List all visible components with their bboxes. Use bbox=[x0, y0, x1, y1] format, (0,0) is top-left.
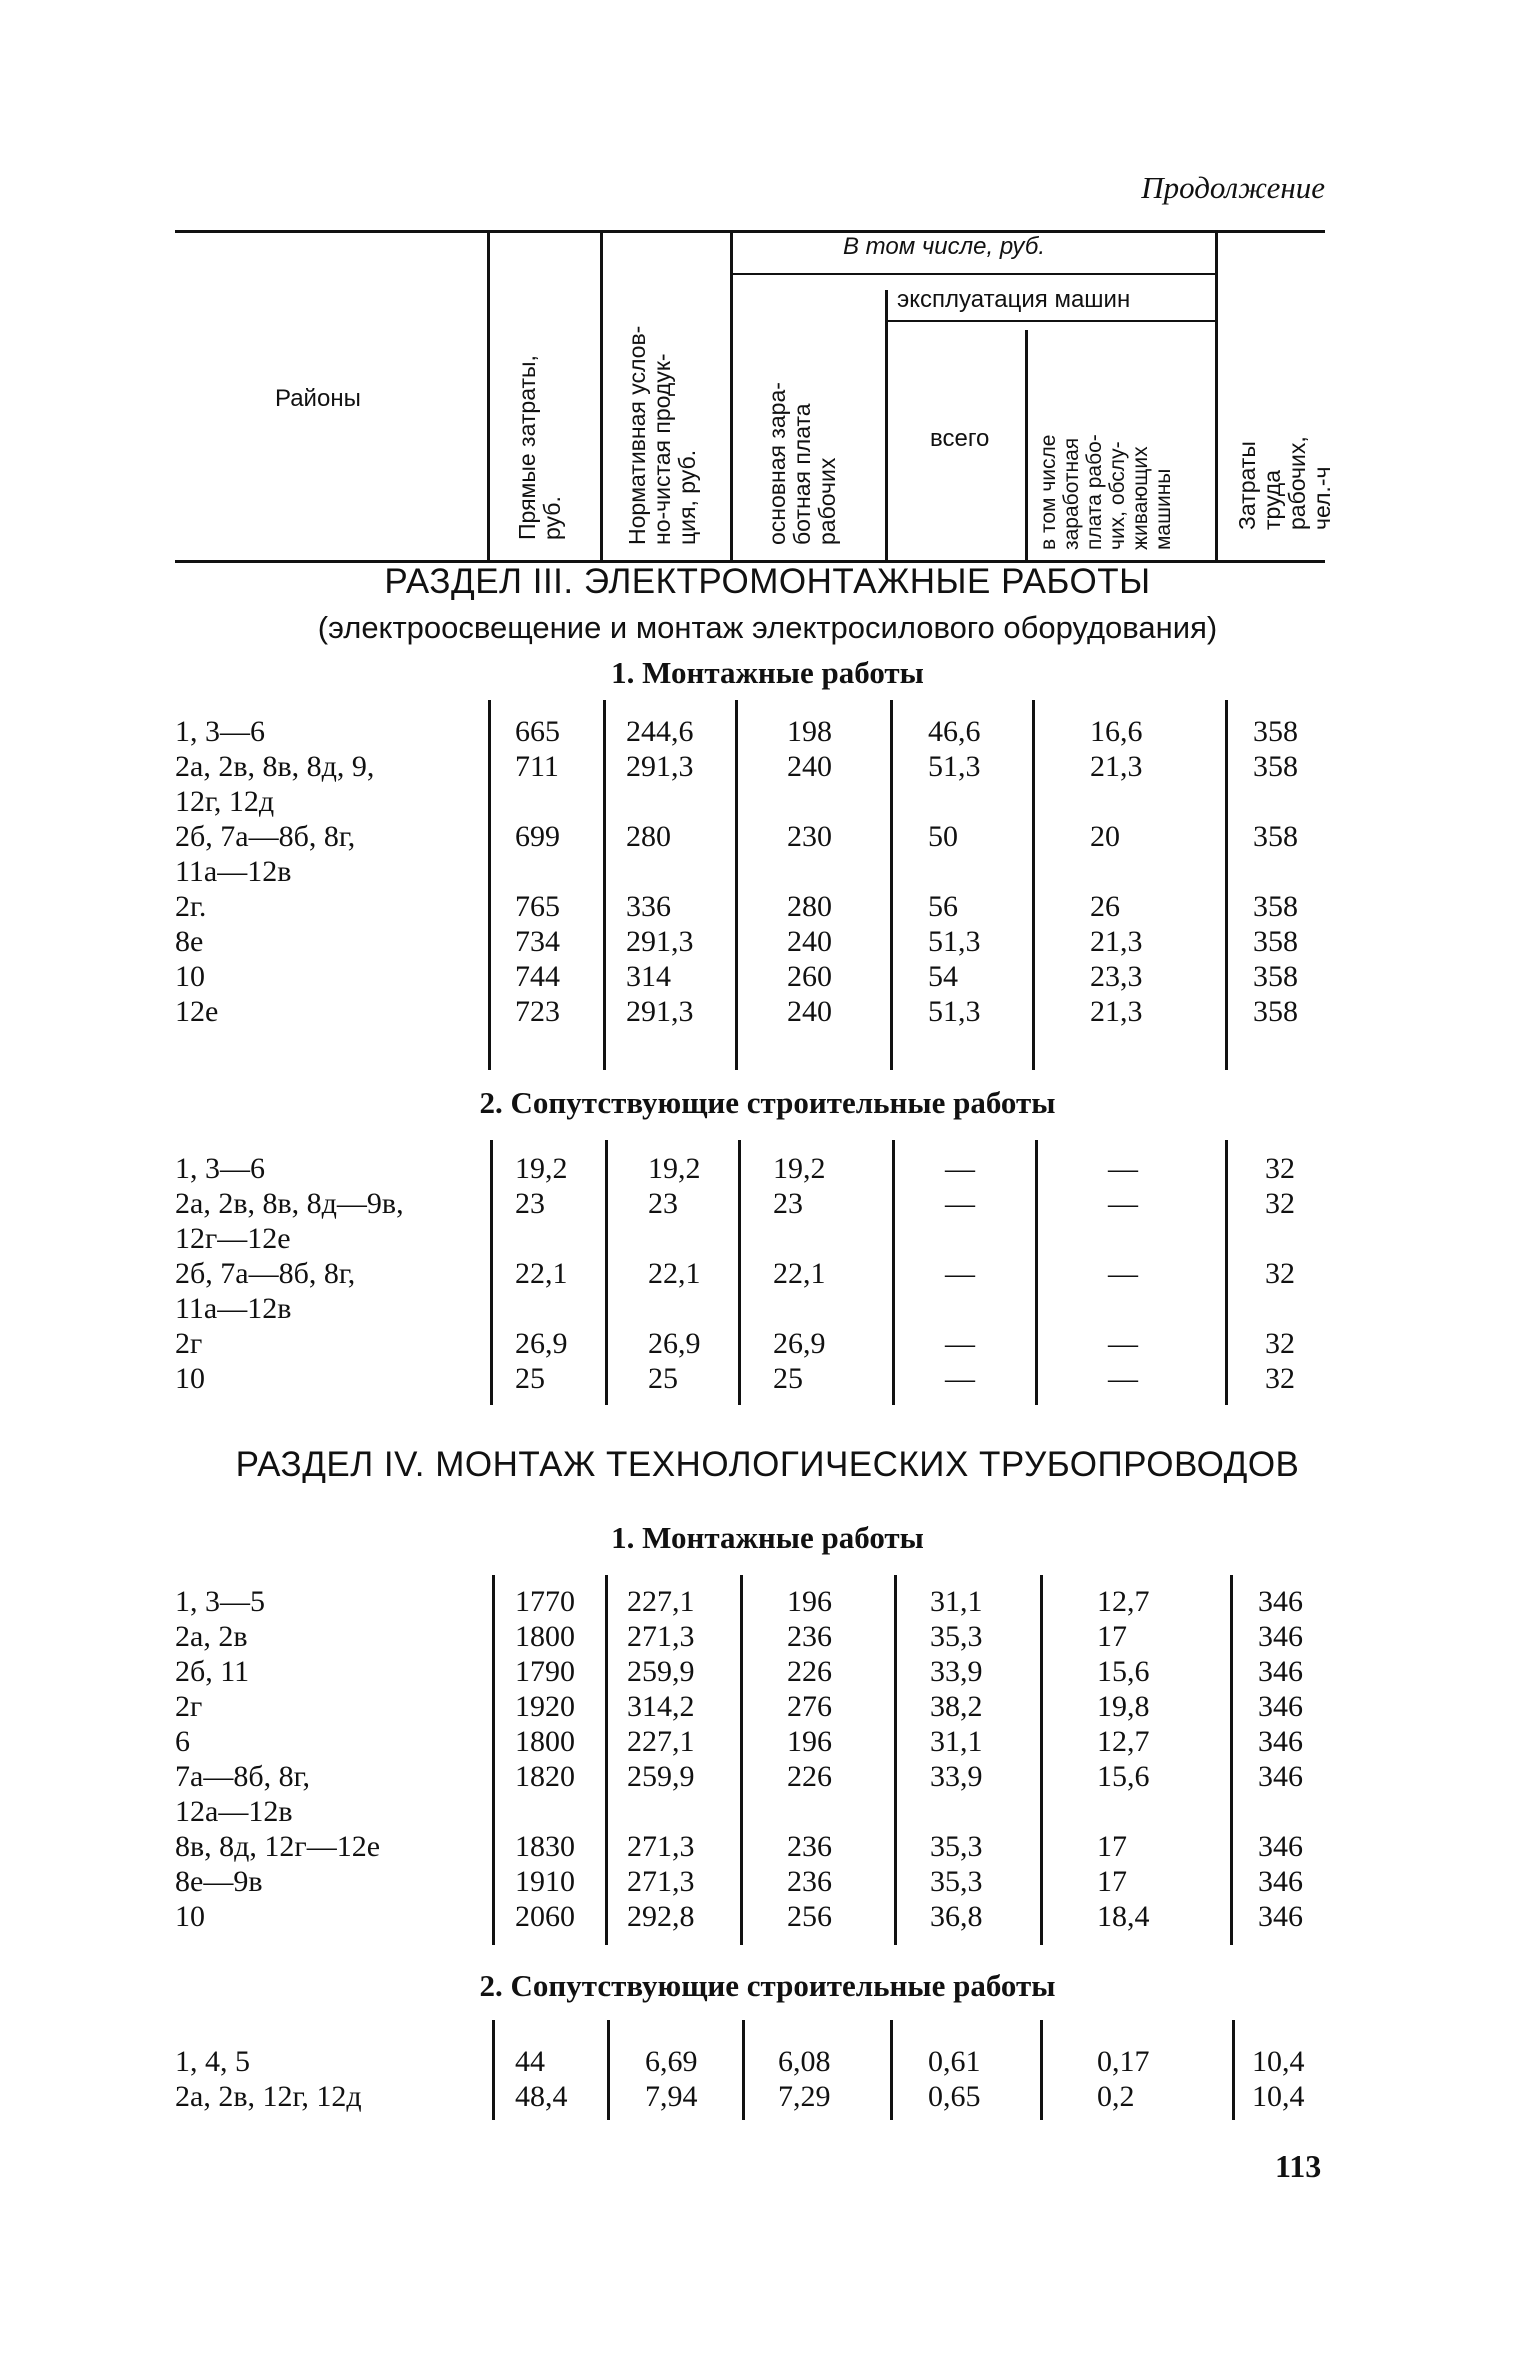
row-cell: 236 bbox=[787, 1830, 832, 1863]
row-cell: 48,4 bbox=[515, 2080, 568, 2113]
row-cell: 18,4 bbox=[1097, 1900, 1150, 1933]
row-cell: 358 bbox=[1253, 925, 1298, 958]
section4-part1-title: 1. Монтажные работы bbox=[611, 1520, 924, 1555]
row-cell: — bbox=[945, 1257, 975, 1290]
table-row bbox=[0, 1187, 1535, 1222]
row-cell: 17 bbox=[1097, 1830, 1127, 1863]
row-cell: 16,6 bbox=[1090, 715, 1143, 748]
row-region-label: 1, 4, 5 bbox=[175, 2045, 250, 2078]
section4-part1-table bbox=[0, 1575, 1535, 1945]
row-cell: 346 bbox=[1258, 1760, 1303, 1793]
header-vsego: всего bbox=[930, 425, 990, 452]
row-cell: 346 bbox=[1258, 1620, 1303, 1653]
row-cell: 31,1 bbox=[930, 1725, 983, 1758]
row-cell: 12,7 bbox=[1097, 1725, 1150, 1758]
row-cell: 196 bbox=[787, 1585, 832, 1618]
row-region-label: 12г—12е bbox=[175, 1222, 291, 1255]
row-cell: — bbox=[945, 1327, 975, 1360]
row-cell: 346 bbox=[1258, 1900, 1303, 1933]
row-cell: 21,3 bbox=[1090, 925, 1143, 958]
row-region-label: 10 bbox=[175, 1900, 205, 1933]
row-cell: 314,2 bbox=[627, 1690, 695, 1723]
row-cell: 54 bbox=[928, 960, 958, 993]
row-cell: 32 bbox=[1265, 1362, 1295, 1395]
row-cell: 240 bbox=[787, 750, 832, 783]
row-cell: 35,3 bbox=[930, 1830, 983, 1863]
row-cell: 198 bbox=[787, 715, 832, 748]
row-cell: 280 bbox=[787, 890, 832, 923]
row-cell: 271,3 bbox=[627, 1830, 695, 1863]
header-col-divider bbox=[1025, 330, 1028, 560]
row-cell: 291,3 bbox=[626, 750, 694, 783]
section4-part2-table bbox=[0, 2020, 1535, 2120]
header-top-rule bbox=[175, 230, 1325, 233]
section4-title: РАЗДЕЛ IV. МОНТАЖ ТЕХНОЛОГИЧЕСКИХ ТРУБОПРОВОДОВ bbox=[235, 1445, 1300, 1484]
row-cell: — bbox=[1108, 1327, 1138, 1360]
row-cell: 26,9 bbox=[515, 1327, 568, 1360]
row-cell: — bbox=[945, 1362, 975, 1395]
header-pryamye-zatraty: Прямые затраты, руб. bbox=[514, 355, 565, 540]
row-cell: 26,9 bbox=[773, 1327, 826, 1360]
header-col-divider bbox=[730, 230, 733, 560]
row-cell: 25 bbox=[773, 1362, 803, 1395]
row-cell: 56 bbox=[928, 890, 958, 923]
table-row bbox=[0, 1900, 1535, 1935]
row-cell: 765 bbox=[515, 890, 560, 923]
row-region-label: 2б, 11 bbox=[175, 1655, 250, 1688]
header-osnovnaya-zarplata: основная зара- ботная плата рабочих bbox=[764, 382, 840, 545]
row-region-label: 2б, 7а—8б, 8г, bbox=[175, 1257, 356, 1290]
row-cell: 23 bbox=[773, 1187, 803, 1220]
header-sub-rule bbox=[730, 273, 1215, 275]
row-cell: 17 bbox=[1097, 1620, 1127, 1653]
row-cell: 51,3 bbox=[928, 925, 981, 958]
row-cell: 35,3 bbox=[930, 1865, 983, 1898]
row-cell: 1800 bbox=[515, 1620, 575, 1653]
row-cell: 1790 bbox=[515, 1655, 575, 1688]
row-cell: — bbox=[945, 1187, 975, 1220]
section3-part2-table bbox=[0, 1140, 1535, 1405]
row-cell: 711 bbox=[515, 750, 559, 783]
row-cell: 1820 bbox=[515, 1760, 575, 1793]
row-region-label: 11а—12в bbox=[175, 855, 292, 888]
row-cell: 20 bbox=[1090, 820, 1120, 853]
row-cell: 12,7 bbox=[1097, 1585, 1150, 1618]
row-cell: 19,2 bbox=[515, 1152, 568, 1185]
section3-part1-table bbox=[0, 700, 1535, 1070]
row-cell: 32 bbox=[1265, 1187, 1295, 1220]
row-region-label: 2г bbox=[175, 1690, 203, 1723]
row-region-label: 12г, 12д bbox=[175, 785, 275, 818]
table-row bbox=[0, 1620, 1535, 1655]
row-cell: 1920 bbox=[515, 1690, 575, 1723]
row-cell: 346 bbox=[1258, 1655, 1303, 1688]
row-cell: 358 bbox=[1253, 995, 1298, 1028]
row-region-label: 1, 3—5 bbox=[175, 1585, 265, 1618]
row-cell: 38,2 bbox=[930, 1690, 983, 1723]
row-cell: 1830 bbox=[515, 1830, 575, 1863]
row-cell: 23,3 bbox=[1090, 960, 1143, 993]
row-region-label: 2а, 2в, 12г, 12д bbox=[175, 2080, 362, 2113]
table-row bbox=[0, 1585, 1535, 1620]
row-cell: 723 bbox=[515, 995, 560, 1028]
header-col-divider bbox=[487, 230, 490, 560]
row-region-label: 8е bbox=[175, 925, 204, 958]
row-cell: 19,2 bbox=[648, 1152, 701, 1185]
row-cell: 10,4 bbox=[1252, 2080, 1305, 2113]
row-cell: 19,8 bbox=[1097, 1690, 1150, 1723]
table-row bbox=[0, 785, 1535, 820]
row-cell: 33,9 bbox=[930, 1655, 983, 1688]
row-cell: 2060 bbox=[515, 1900, 575, 1933]
row-cell: 292,8 bbox=[627, 1900, 695, 1933]
header-zatraty-truda: Затраты труда рабочих, чел.-ч bbox=[1234, 436, 1335, 530]
row-cell: 240 bbox=[787, 925, 832, 958]
row-cell: 291,3 bbox=[626, 925, 694, 958]
row-cell: 15,6 bbox=[1097, 1760, 1150, 1793]
table-row bbox=[0, 1725, 1535, 1760]
row-cell: 346 bbox=[1258, 1830, 1303, 1863]
table-row bbox=[0, 1152, 1535, 1187]
table-row bbox=[0, 2080, 1535, 2115]
table-row bbox=[0, 1690, 1535, 1725]
row-cell: 358 bbox=[1253, 960, 1298, 993]
row-cell: 280 bbox=[626, 820, 671, 853]
row-cell: 32 bbox=[1265, 1257, 1295, 1290]
row-cell: 31,1 bbox=[930, 1585, 983, 1618]
row-region-label: 11а—12в bbox=[175, 1292, 292, 1325]
row-cell: 291,3 bbox=[626, 995, 694, 1028]
row-cell: 21,3 bbox=[1090, 995, 1143, 1028]
row-region-label: 8е—9в bbox=[175, 1865, 263, 1898]
row-region-label: 7а—8б, 8г, bbox=[175, 1760, 310, 1793]
row-region-label: 2г bbox=[175, 1327, 203, 1360]
row-cell: — bbox=[1108, 1362, 1138, 1395]
row-region-label: 1, 3—6 bbox=[175, 715, 265, 748]
header-normativnaya-produkciya: Нормативная услов- но-чистая продук- ция, руб. bbox=[624, 325, 700, 545]
table-row bbox=[0, 1865, 1535, 1900]
row-cell: — bbox=[945, 1152, 975, 1185]
row-cell: 259,9 bbox=[627, 1655, 695, 1688]
table-row bbox=[0, 715, 1535, 750]
row-cell: 21,3 bbox=[1090, 750, 1143, 783]
row-cell: 358 bbox=[1253, 715, 1298, 748]
row-cell: 33,9 bbox=[930, 1760, 983, 1793]
row-cell: — bbox=[1108, 1257, 1138, 1290]
row-cell: 26,9 bbox=[648, 1327, 701, 1360]
row-region-label: 2б, 7а—8б, 8г, bbox=[175, 820, 356, 853]
table-row bbox=[0, 820, 1535, 855]
row-region-label: 2а, 2в, 8в, 8д, 9, bbox=[175, 750, 375, 783]
row-cell: 19,2 bbox=[773, 1152, 826, 1185]
section3-part2-title: 2. Сопутствующие строительные работы bbox=[479, 1085, 1056, 1120]
table-row bbox=[0, 1362, 1535, 1397]
row-cell: 44 bbox=[515, 2045, 545, 2078]
row-cell: 25 bbox=[515, 1362, 545, 1395]
row-cell: 336 bbox=[626, 890, 671, 923]
table-row bbox=[0, 995, 1535, 1030]
row-region-label: 2а, 2в bbox=[175, 1620, 248, 1653]
header-v-tom-chisle: В том числе, руб. bbox=[843, 233, 1046, 260]
row-cell: 0,65 bbox=[928, 2080, 981, 2113]
table-row bbox=[0, 1795, 1535, 1830]
table-row bbox=[0, 960, 1535, 995]
row-cell: 358 bbox=[1253, 820, 1298, 853]
row-cell: 346 bbox=[1258, 1725, 1303, 1758]
table-row bbox=[0, 1257, 1535, 1292]
row-cell: 23 bbox=[648, 1187, 678, 1220]
row-region-label: 12е bbox=[175, 995, 219, 1028]
row-cell: 25 bbox=[648, 1362, 678, 1395]
row-cell: 1770 bbox=[515, 1585, 575, 1618]
row-cell: 240 bbox=[787, 995, 832, 1028]
row-cell: 17 bbox=[1097, 1865, 1127, 1898]
row-region-label: 1, 3—6 bbox=[175, 1152, 265, 1185]
section4-part2-title: 2. Сопутствующие строительные работы bbox=[479, 1968, 1056, 2003]
row-cell: 230 bbox=[787, 820, 832, 853]
row-cell: 346 bbox=[1258, 1690, 1303, 1723]
row-cell: 6,69 bbox=[645, 2045, 698, 2078]
row-cell: 15,6 bbox=[1097, 1655, 1150, 1688]
page-number: 113 bbox=[1275, 2148, 1322, 2184]
table-row bbox=[0, 1760, 1535, 1795]
row-cell: 259,9 bbox=[627, 1760, 695, 1793]
row-cell: 744 bbox=[515, 960, 560, 993]
row-cell: 0,61 bbox=[928, 2045, 981, 2078]
row-cell: 22,1 bbox=[515, 1257, 568, 1290]
row-cell: 51,3 bbox=[928, 995, 981, 1028]
table-header bbox=[175, 230, 1335, 565]
row-cell: 226 bbox=[787, 1655, 832, 1688]
row-cell: 256 bbox=[787, 1900, 832, 1933]
row-region-label: 12а—12в bbox=[175, 1795, 293, 1828]
row-cell: 665 bbox=[515, 715, 560, 748]
header-rayony: Районы bbox=[275, 385, 361, 412]
header-col-divider bbox=[1215, 230, 1218, 560]
row-cell: 1800 bbox=[515, 1725, 575, 1758]
row-cell: 23 bbox=[515, 1187, 545, 1220]
row-cell: 7,29 bbox=[778, 2080, 831, 2113]
table-row bbox=[0, 1327, 1535, 1362]
row-cell: 260 bbox=[787, 960, 832, 993]
row-cell: 46,6 bbox=[928, 715, 981, 748]
row-cell: 227,1 bbox=[627, 1725, 695, 1758]
row-cell: 734 bbox=[515, 925, 560, 958]
section3-subtitle: (электроосвещение и монтаж электросилового оборудования) bbox=[317, 610, 1218, 645]
continuation-label: Продолжение bbox=[1141, 170, 1325, 205]
row-cell: 51,3 bbox=[928, 750, 981, 783]
row-cell: 226 bbox=[787, 1760, 832, 1793]
row-cell: 276 bbox=[787, 1690, 832, 1723]
table-row bbox=[0, 925, 1535, 960]
row-cell: 36,8 bbox=[930, 1900, 983, 1933]
table-row bbox=[0, 855, 1535, 890]
row-cell: 7,94 bbox=[645, 2080, 698, 2113]
row-cell: 22,1 bbox=[648, 1257, 701, 1290]
row-cell: 1910 bbox=[515, 1865, 575, 1898]
table-row bbox=[0, 890, 1535, 925]
row-region-label: 6 bbox=[175, 1725, 190, 1758]
row-cell: 6,08 bbox=[778, 2045, 831, 2078]
row-cell: 699 bbox=[515, 820, 560, 853]
section3-title: РАЗДЕЛ III. ЭЛЕКТРОМОНТАЖНЫЕ РАБОТЫ bbox=[384, 562, 1151, 601]
row-cell: 26 bbox=[1090, 890, 1120, 923]
row-cell: 0,17 bbox=[1097, 2045, 1150, 2078]
header-col-divider bbox=[600, 230, 603, 560]
row-cell: 244,6 bbox=[626, 715, 694, 748]
row-cell: 314 bbox=[626, 960, 671, 993]
table-row bbox=[0, 1292, 1535, 1327]
row-cell: 50 bbox=[928, 820, 958, 853]
section3-part1-title: 1. Монтажные работы bbox=[611, 655, 924, 690]
row-cell: — bbox=[1108, 1152, 1138, 1185]
table-row bbox=[0, 1830, 1535, 1865]
header-col-divider bbox=[885, 290, 888, 560]
row-cell: 0,2 bbox=[1097, 2080, 1135, 2113]
row-cell: 236 bbox=[787, 1865, 832, 1898]
row-cell: 271,3 bbox=[627, 1865, 695, 1898]
table-row bbox=[0, 2045, 1535, 2080]
row-cell: — bbox=[1108, 1187, 1138, 1220]
row-cell: 358 bbox=[1253, 750, 1298, 783]
row-region-label: 10 bbox=[175, 960, 205, 993]
row-cell: 22,1 bbox=[773, 1257, 826, 1290]
row-cell: 32 bbox=[1265, 1152, 1295, 1185]
header-ekspluataciya-mashin: эксплуатация машин bbox=[897, 286, 1131, 313]
row-cell: 271,3 bbox=[627, 1620, 695, 1653]
row-region-label: 2г. bbox=[175, 890, 207, 923]
table-row bbox=[0, 750, 1535, 785]
table-row bbox=[0, 1222, 1535, 1257]
row-cell: 196 bbox=[787, 1725, 832, 1758]
table-row bbox=[0, 1655, 1535, 1690]
row-region-label: 2а, 2в, 8в, 8д—9в, bbox=[175, 1187, 404, 1220]
row-region-label: 8в, 8д, 12г—12е bbox=[175, 1830, 381, 1863]
row-cell: 32 bbox=[1265, 1327, 1295, 1360]
row-cell: 346 bbox=[1258, 1865, 1303, 1898]
row-region-label: 10 bbox=[175, 1362, 205, 1395]
row-cell: 227,1 bbox=[627, 1585, 695, 1618]
row-cell: 236 bbox=[787, 1620, 832, 1653]
row-cell: 358 bbox=[1253, 890, 1298, 923]
header-v-tom-chisle-zp: в том числе заработная плата рабо- чих, обслу- живающих машины bbox=[1037, 434, 1175, 550]
row-cell: 35,3 bbox=[930, 1620, 983, 1653]
row-cell: 10,4 bbox=[1252, 2045, 1305, 2078]
header-sub-rule bbox=[885, 320, 1215, 322]
row-cell: 346 bbox=[1258, 1585, 1303, 1618]
